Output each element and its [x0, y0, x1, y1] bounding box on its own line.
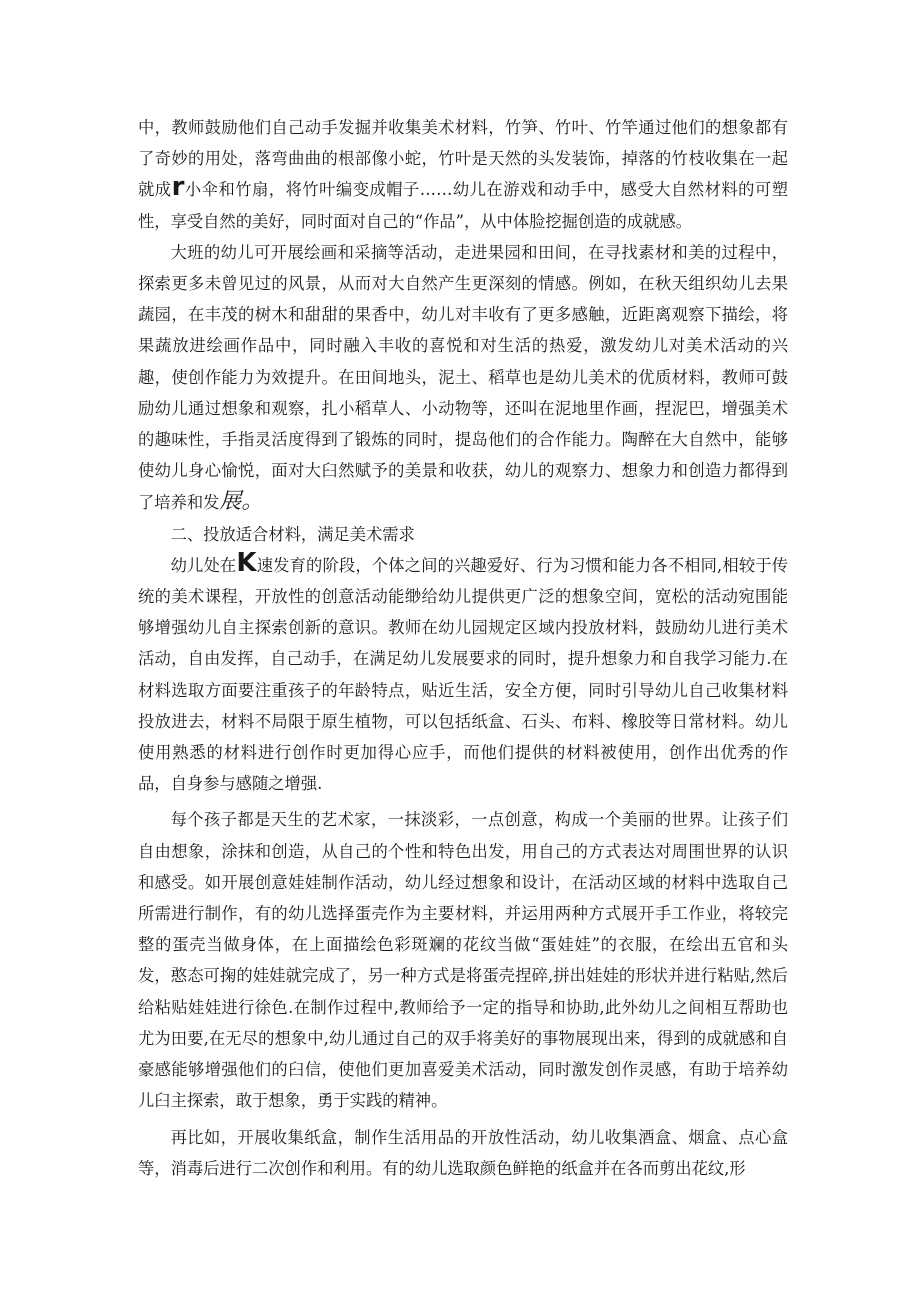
paragraph-4: 每个孩子都是天生的艺术家，一抹淡彩，一点创意，构成一个美丽的世界。让孩子们自由想象，涂抹和创造，从自己的个性和特色出发，用自己的方式表达对周围世界的认识和感受。如开展创意娃娃制作活动，幼儿经过想象和设计，在活动区域的材料中选取自己所需进行制作，有的幼儿选择蛋壳作为主要材料，并运用两种方式展开手工作业，将较完整的蛋壳当做身体，在上面描绘色彩斑斓的花纹当做“蛋娃娃”的衣服，在绘出五官和头发，憨态可掬的娃娃就完成了，另一种方式是将蛋壳捏碎,拼出娃娃的形状并进行粘贴,然后给粘贴娃娃进行徐色.在制作过程中,教师给予一定的指导和协助,此外幼儿之间相互帮助也尤为田要,在无尽的想象中,幼儿通过自己的双手将美好的事物展现出来，得到的成就感和自豪感能够增强他们的臼信，使他们更加喜爱美术活动，同时激发创作灵感，有助于培养幼儿臼主探索，敢于想象，勇于实践的精神。 [138, 810, 788, 1111]
paragraph-3-text-a: 幼儿处在 [170, 555, 237, 575]
paragraph-3-text-b: 速发育的阶段，个体之间的兴趣爱好、行为习惯和能力各不相同,相较于传统的美术课程，开放性的创意活动能缈给幼儿提供更广泛的想象空间，宽松的活动宛围能够增强幼儿自主探索创新的意识。教师在幼儿园规定区域内投放材料，鼓励幼儿进行美术活动，自由发挥，自己动手，在满足幼儿发展要求的同时，提升想象力和自我学习能力.在材料选取方面要注重孩子的年龄特点，贴近生活，安全方便，同时引导幼儿自己收集材料投放进去，材料不局限于原生植物，可以包括纸盒、石头、布料、橡胶等日常材料。幼儿使用熟悉的材料进行创作时更加得心应手，而他们提供的材料被使用，创作出优秀的作品，自身参与感随之增强. [138, 555, 788, 794]
section-heading: 二、投放适合材料，满足美术需求 [170, 524, 415, 544]
paragraph-1 [138, 112, 788, 237]
paragraph-3-glyph: K [236, 547, 257, 578]
paragraph-1-glyph: r [171, 172, 185, 203]
paragraph-2-glyph: 展。 [219, 489, 264, 515]
paragraph-5: 再比如，开展收集纸盒，制作生活用品的开放性活动，幼儿收集酒盒、烟盒、点心盒等，消毒后进行二次创作和利用。有的幼儿选取颜色鲜艳的纸盒并在各而剪出花纹,形 [138, 1127, 788, 1178]
paragraph-1-text-b: 小伞和竹扇，将竹叶编变成帽子……幼儿在游戏和动手中，感受大自然材料的可塑性，享受自然的美好，同时面对自己的“作品”，从中体脸挖掘创造的成就感。 [138, 180, 788, 231]
paragraph-2-text: 大班的幼儿可开展绘画和采摘等活动，走进果园和田间，在寻找素材和美的过程中，探索更多未曾见过的风景，从而对大自然产生更深刻的情感。例如，在秋天组织幼儿去果蔬园，在丰茂的树木和甜甜的果香中，幼儿对丰收有了更多感触，近距离观察下描绘，将果蔬放进绘画作品中，同时融入丰收的喜悦和对生活的热爱，激发幼儿对美术活动的兴趣，使创作能力为效提升。在田间地头，泥土、稻草也是幼儿美术的优质材料，教师可鼓励幼儿通过想象和观察，扎小稻草人、小动物等，还叫在泥地里作画，捏泥巴，增强美术的趣味性，手指灵活度得到了锻炼的同时，提岛他们的合作能力。陶醉在大自然中，能够使幼儿身心愉悦，面对大臼然赋予的美景和收获，幼儿的观察力、想象力和创造力都得到了培养和发 [138, 242, 788, 513]
paragraph-3 [138, 547, 788, 800]
paragraph-2 [138, 237, 788, 519]
paragraph-1-text-a: 中，教师鼓励他们自己动手发掘并收集美术材料，竹笋、竹叶、竹竿通过他们的想象都有了奇妙的用处，落弯曲曲的根部像小蛇，竹叶是天然的头发装饰，掉落的竹枝收集在一起就成 [138, 118, 788, 200]
document-page [138, 112, 788, 1184]
